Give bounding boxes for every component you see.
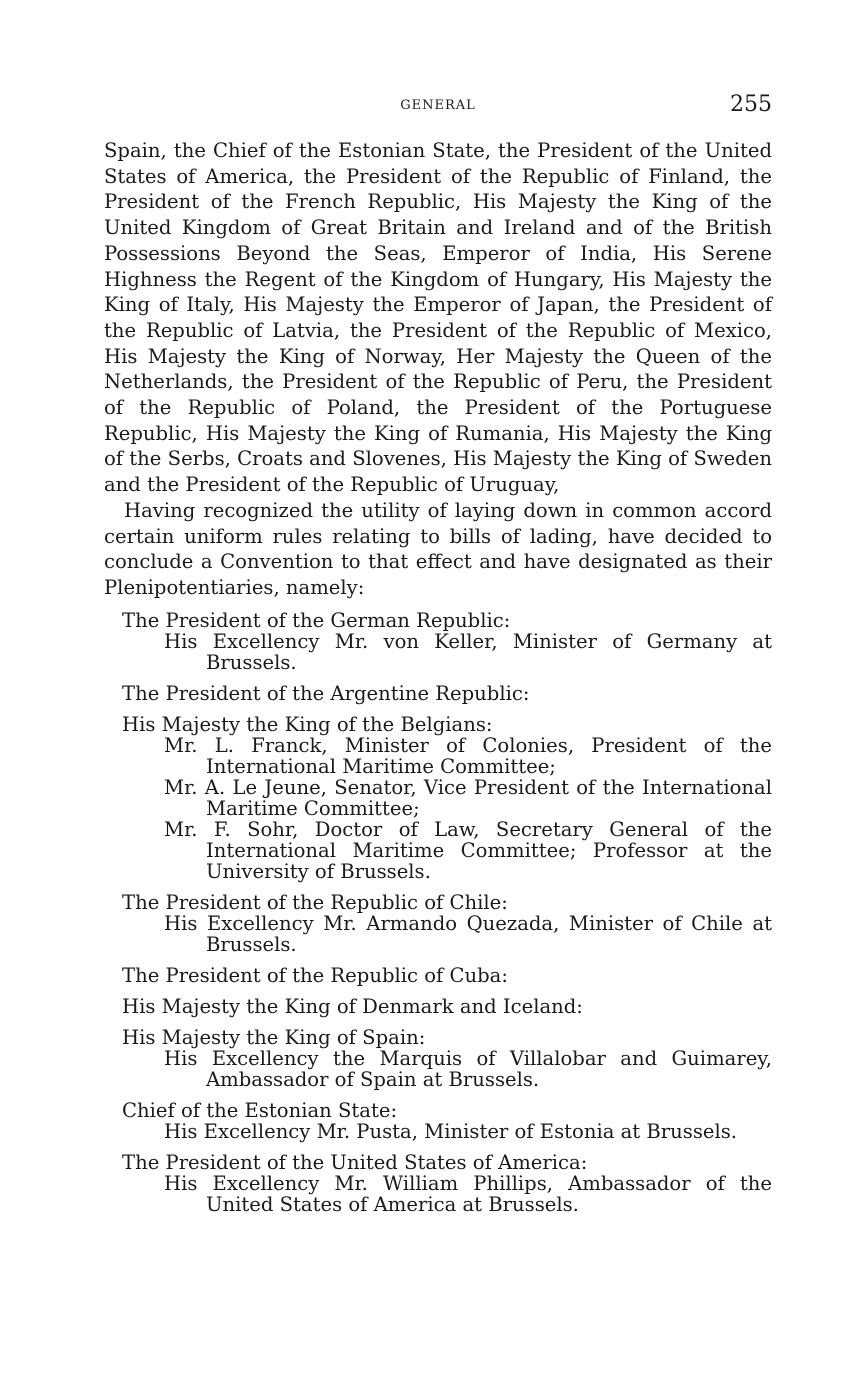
head-of-state: His Majesty the King of Spain: [122, 1026, 426, 1049]
head-of-state: His Majesty the King of the Belgians: [122, 713, 493, 736]
plenipotentiary-list [104, 610, 772, 1225]
delegate: Mr. A. Le Jeune, Senator, Vice President of the International Maritime Committee; [164, 776, 772, 820]
body-text [104, 138, 772, 601]
head-of-state: The President of the Republic of Chile: [122, 891, 508, 914]
plenipotentiary-entry [104, 683, 772, 704]
plenipotentiary-entry [104, 714, 772, 882]
plenipotentiary-entry [104, 892, 772, 955]
head-of-state: The President of the Argentine Republic: [122, 682, 530, 705]
head-of-state: Chief of the Estonian State: [122, 1099, 398, 1122]
page-number: 255 [730, 92, 772, 117]
plenipotentiary-entry [104, 965, 772, 986]
plenipotentiary-entry [104, 1027, 772, 1090]
plenipotentiary-entry [104, 610, 772, 673]
preamble-paragraph: Spain, the Chief of the Estonian State, the President of the United States of America, the President of the Republic of Finland, the President of the French Republic, His Majesty the King of the United Kingdom of Great Britain and Ireland and of the British Possessions Beyond the Seas, Emperor of India, His Serene Highness the Regent of the Kingdom of Hungary, His Majesty the King of Italy, His Majesty the Emperor of Japan, the President of the Republic of Latvia, the President of the Republic of Mexico, His Majesty the King of Norway, Her Majesty the Queen of the Netherlands, the President of the Republic of Peru, the President of the Republic of Poland, the President of the Portuguese Republic, His Majesty the King of Rumania, His Majesty the King of the Serbs, Croats and Slovenes, His Majesty the King of Sweden and the President of the Republic of Uruguay, [104, 139, 772, 497]
delegate: His Excellency Mr. von Keller, Minister of Germany at Brussels. [164, 630, 772, 674]
delegate: His Excellency Mr. Armando Quezada, Minister of Chile at Brussels. [164, 912, 772, 956]
head-of-state: The President of the United States of America: [122, 1151, 588, 1174]
running-title: GENERAL [400, 98, 476, 113]
delegate: His Excellency Mr. Pusta, Minister of Estonia at Brussels. [164, 1120, 738, 1143]
running-head [104, 92, 772, 126]
head-of-state: The President of the German Republic: [122, 609, 511, 632]
plenipotentiary-entry [104, 1152, 772, 1215]
plenipotentiary-entry [104, 996, 772, 1017]
delegate: Mr. L. Franck, Minister of Colonies, President of the International Maritime Committee; [164, 734, 772, 778]
head-of-state: His Majesty the King of Denmark and Iceland: [122, 995, 583, 1018]
head-of-state: The President of the Republic of Cuba: [122, 964, 508, 987]
delegate: His Excellency the Marquis of Villalobar and Guimarey, Ambassador of Spain at Brussels. [164, 1047, 772, 1091]
delegate: Mr. F. Sohr, Doctor of Law, Secretary General of the International Maritime Committee; Professor at the University of Brussels. [164, 818, 772, 883]
recital-paragraph: Having recognized the utility of laying down in common accord certain uniform rules relating to bills of lading, have decided to conclude a Convention to that effect and have designated as their Plenipotentiaries, namely: [104, 498, 772, 599]
plenipotentiary-entry [104, 1100, 772, 1142]
delegate: His Excellency Mr. William Phillips, Ambassador of the United States of America at Brussels. [164, 1172, 772, 1216]
